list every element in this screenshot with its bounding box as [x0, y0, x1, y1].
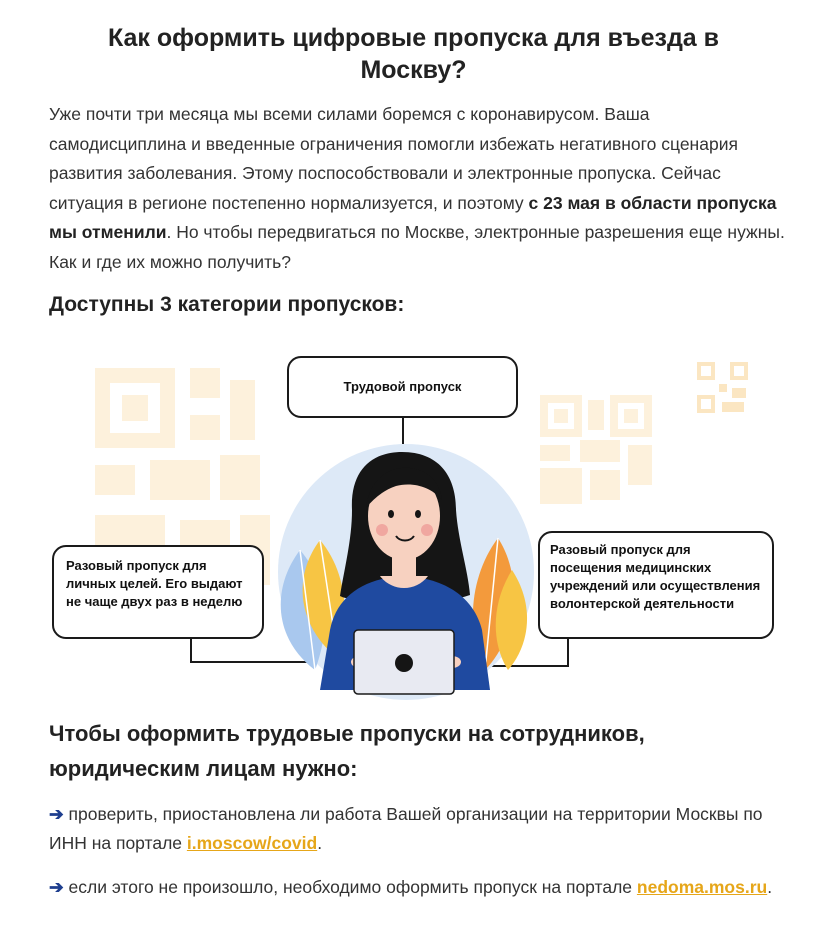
step-end: . — [317, 833, 323, 853]
arrow-right-icon: ➔ — [49, 877, 64, 897]
step-issue-pass — [49, 873, 789, 902]
work-pass-label: Трудовой пропуск — [343, 379, 462, 394]
pass-categories-illustration — [0, 340, 827, 710]
intro-text: Уже почти три месяца мы всеми силами боремся с коронавирусом. Ваша самодисциплина и введенные ограничения помогли избежать негативного сценария развития заболевания. Этому поспособствовали и электронные пропуска. Сейчас ситуация в регионе постепенно нормализуется, и поэтому — [49, 104, 738, 213]
intro-paragraph — [49, 100, 789, 277]
covid-portal-link[interactable]: i.moscow/covid — [186, 833, 318, 853]
medical-pass-box — [538, 531, 774, 639]
work-pass-box — [287, 356, 518, 418]
intro-text-end: . Но чтобы передвигаться по Москве, электронные разрешения еще нужны. Как и где их можно получить? — [49, 222, 785, 272]
intro-bold-text: с 23 мая в области пропуска мы отменили — [49, 192, 777, 242]
step-end: . — [767, 877, 773, 897]
step-text: проверить, приостановлена ли работа Вашей организации на территории Москвы по ИНН на портале — [49, 804, 763, 853]
qr-code-small-icon — [697, 362, 748, 413]
arrow-right-icon: ➔ — [49, 804, 64, 824]
qr-code-right-icon — [540, 395, 652, 504]
page-title: Как оформить цифровые пропуска для въезда в Москву? — [107, 24, 720, 84]
personal-pass-box — [52, 545, 264, 639]
personal-pass-label: Разовый пропуск для личных целей. Его выдают не чаще двух раз в неделю — [66, 558, 243, 609]
laptop-logo-icon — [395, 654, 413, 672]
step-check-inn — [49, 800, 789, 858]
legal-entities-heading: Чтобы оформить трудовые пропуски на сотрудников, юридическим лицам нужно: — [49, 721, 645, 781]
medical-pass-label: Разовый пропуск для посещения медицинских учреждений или осуществления волонтерской деятельности — [550, 542, 761, 611]
categories-heading: Доступны 3 категории пропусков: — [49, 293, 405, 316]
step-text: если этого не произошло, необходимо оформить пропуск на портале — [63, 877, 637, 897]
nedoma-portal-link[interactable]: nedoma.mos.ru — [636, 877, 768, 897]
